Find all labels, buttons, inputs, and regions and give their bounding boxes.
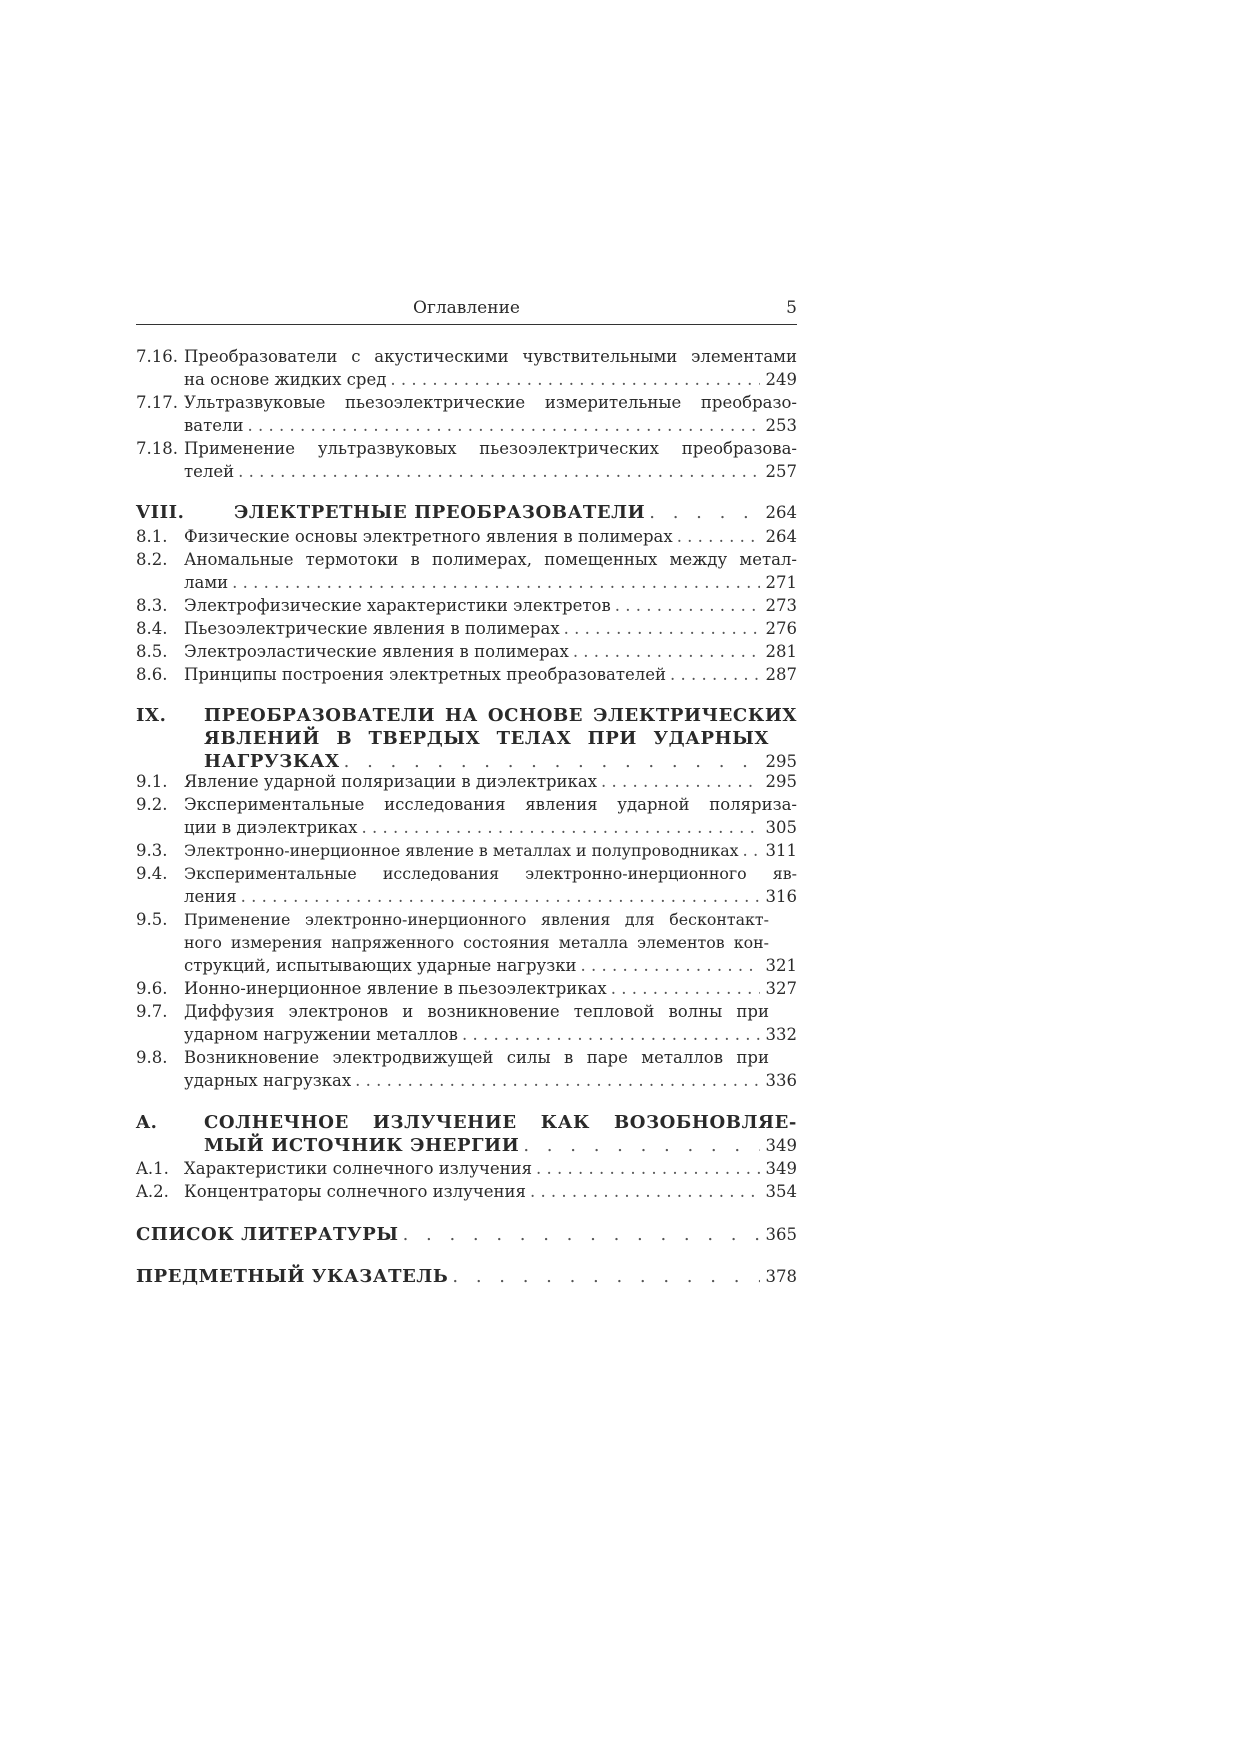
toc-entry-8-2-cont[interactable] — [136, 571, 797, 594]
toc-chapter-8[interactable] — [136, 501, 797, 524]
toc-entry-8-6[interactable] — [136, 663, 797, 686]
entry-title: Применение ультразвуковых пьезоэлектрических преобразова- — [184, 439, 797, 458]
entry-number: 7.17. — [136, 393, 178, 412]
dot-leader — [361, 816, 759, 839]
entry-title-cont: телей — [184, 462, 235, 481]
toc-entry-8-3[interactable] — [136, 594, 797, 617]
bibliography-title: СПИСОК ЛИТЕРАТУРЫ — [136, 1224, 399, 1245]
entry-title: Экспериментальные исследования явления ударной поляриза- — [184, 795, 797, 814]
running-header — [136, 298, 797, 325]
entry-number: 9.1. — [136, 772, 168, 791]
leader-line — [204, 1134, 797, 1157]
leader-line — [184, 839, 797, 862]
chapter-title-cont: ЯВЛЕНИЙ В ТВЕРДЫХ ТЕЛАХ ПРИ УДАРНЫХ — [204, 728, 769, 749]
toc-subject-index[interactable] — [136, 1265, 797, 1288]
entry-title: Ионно-инерционное явление в пьезоэлектриках — [184, 979, 607, 998]
toc-entry-9-5-cont[interactable] — [136, 931, 797, 954]
entry-title: Характеристики солнечного излучения — [184, 1159, 533, 1178]
entry-page: 332 — [765, 1025, 797, 1044]
leader-line — [184, 1157, 797, 1180]
entry-title-cont: ции в диэлектриках — [184, 818, 358, 837]
entry-page: 305 — [765, 818, 797, 837]
toc-entry-7-16[interactable] — [136, 345, 797, 368]
leader-line — [136, 1265, 797, 1288]
dot-leader — [530, 1180, 760, 1203]
entry-title: Диффузия электронов и возникновение тепловой волны при — [184, 1002, 769, 1021]
toc-entry-9-2[interactable] — [136, 793, 797, 816]
leader-line — [184, 414, 797, 437]
entry-page: 354 — [765, 1182, 797, 1201]
leader-line — [184, 1023, 797, 1046]
chapter-title: ПРЕОБРАЗОВАТЕЛИ НА ОСНОВЕ ЭЛЕКТРИЧЕСКИХ — [204, 705, 797, 726]
leader-line — [184, 954, 797, 977]
chapter-page: 295 — [765, 752, 797, 771]
dot-leader — [564, 617, 760, 640]
appendix-title: СОЛНЕЧНОЕ ИЗЛУЧЕНИЕ КАК ВОЗОБНОВЛЯЕ- — [204, 1112, 797, 1133]
leader-line — [234, 501, 797, 524]
toc-entry-8-5[interactable] — [136, 640, 797, 663]
dot-leader — [232, 571, 759, 594]
leader-line — [184, 770, 797, 793]
entry-title: Электроэластические явления в полимерах — [184, 642, 569, 661]
entry-number: 8.6. — [136, 665, 168, 684]
toc-entry-9-5[interactable] — [136, 908, 797, 931]
entry-number: 9.7. — [136, 1002, 168, 1021]
dot-leader — [581, 954, 760, 977]
toc-entry-9-5-cont2[interactable] — [136, 954, 797, 977]
dot-leader — [611, 977, 760, 1000]
toc-entry-7-18-cont[interactable] — [136, 460, 797, 483]
chapter-number: VIII. — [136, 502, 185, 523]
subject-index-title: ПРЕДМЕТНЫЙ УКАЗАТЕЛЬ — [136, 1266, 449, 1287]
leader-line — [184, 368, 797, 391]
entry-number: 9.6. — [136, 979, 168, 998]
leader-line — [184, 1069, 797, 1092]
leader-line — [184, 816, 797, 839]
entry-number: 8.2. — [136, 550, 168, 569]
leader-line — [184, 885, 797, 908]
entry-title-cont: ного измерения напряженного состояния металла элементов кон- — [184, 933, 769, 952]
entry-page: 249 — [765, 370, 797, 389]
dot-leader — [390, 368, 759, 391]
entry-title: Возникновение электродвижущей силы в паре металлов при — [184, 1048, 769, 1067]
chapter-title-cont: НАГРУЗКАХ — [204, 751, 340, 772]
dot-leader — [573, 640, 760, 663]
leader-line — [184, 977, 797, 1000]
appendix-title-cont: МЫЙ ИСТОЧНИК ЭНЕРГИИ — [204, 1135, 520, 1156]
entry-title-cont: лами — [184, 573, 229, 592]
leader-line — [184, 525, 797, 548]
appendix-page: 349 — [765, 1136, 797, 1155]
toc-entry-7-17-cont[interactable] — [136, 414, 797, 437]
leader-line — [184, 663, 797, 686]
toc-entry-9-8-cont[interactable] — [136, 1069, 797, 1092]
running-header-title: Оглавление — [413, 298, 520, 318]
entry-title: Применение электронно-инерционного явления для бесконтакт- — [184, 910, 769, 929]
entry-number: 9.5. — [136, 910, 168, 929]
dot-leader — [355, 1069, 759, 1092]
leader-line — [136, 1223, 797, 1246]
toc-entry-9-4[interactable] — [136, 862, 797, 885]
dot-leader — [241, 885, 760, 908]
toc-entry-9-4-cont[interactable] — [136, 885, 797, 908]
toc-chapter-9-cont[interactable] — [136, 727, 797, 750]
entry-title: Электронно-инерционное явление в металлах и полупроводниках — [184, 841, 739, 860]
bibliography-page: 365 — [765, 1225, 797, 1244]
leader-line — [184, 571, 797, 594]
dot-leader — [248, 414, 760, 437]
dot-leader — [649, 501, 759, 524]
toc-entry-9-7[interactable] — [136, 1000, 797, 1023]
entry-page: 253 — [765, 416, 797, 435]
chapter-title: ЭЛЕКТРЕТНЫЕ ПРЕОБРАЗОВАТЕЛИ — [234, 502, 646, 523]
toc-entry-7-17[interactable] — [136, 391, 797, 414]
entry-page: 349 — [765, 1159, 797, 1178]
entry-number: 9.2. — [136, 795, 168, 814]
toc-appendix-a[interactable] — [136, 1111, 797, 1134]
entry-page: 257 — [765, 462, 797, 481]
toc-entry-9-7-cont[interactable] — [136, 1023, 797, 1046]
entry-title: Преобразователи с акустическими чувствительными элементами — [184, 347, 797, 366]
leader-line — [184, 594, 797, 617]
dot-leader — [462, 1023, 760, 1046]
entry-page: 271 — [765, 573, 797, 592]
entry-number: A.1. — [136, 1159, 169, 1178]
entry-title-cont: на основе жидких сред — [184, 370, 387, 389]
entry-page: 336 — [765, 1071, 797, 1090]
entry-title: Электрофизические характеристики электретов — [184, 596, 611, 615]
toc-bibliography[interactable] — [136, 1223, 797, 1246]
dot-leader — [743, 839, 760, 862]
toc-entry-9-3[interactable] — [136, 839, 797, 862]
entry-page: 316 — [765, 887, 797, 906]
entry-page: 311 — [765, 841, 797, 860]
entry-title-cont: ударном нагружении металлов — [184, 1025, 458, 1044]
entry-title: Концентраторы солнечного излучения — [184, 1182, 526, 1201]
entry-title-cont: ударных нагрузках — [184, 1071, 352, 1090]
dot-leader — [403, 1223, 760, 1246]
entry-page: 281 — [765, 642, 797, 661]
entry-title-cont: ления — [184, 887, 237, 906]
entry-number: 7.18. — [136, 439, 178, 458]
entry-page: 273 — [765, 596, 797, 615]
dot-leader — [601, 770, 759, 793]
entry-number: 9.4. — [136, 864, 168, 883]
entry-number: 9.3. — [136, 841, 168, 860]
entry-title: Принципы построения электретных преобразователей — [184, 665, 666, 684]
entry-title-cont: струкций, испытывающих ударные нагрузки — [184, 956, 577, 975]
chapter-page: 264 — [765, 503, 797, 522]
dot-leader — [238, 460, 759, 483]
entry-page: 327 — [765, 979, 797, 998]
entry-number: 8.4. — [136, 619, 168, 638]
page-number: 5 — [786, 298, 797, 318]
toc-entry-9-8[interactable] — [136, 1046, 797, 1069]
chapter-number: IX. — [136, 705, 167, 726]
entry-title: Аномальные термотоки в полимерах, помещенных между метал- — [184, 550, 797, 569]
toc-entry-a-2[interactable] — [136, 1180, 797, 1203]
dot-leader — [452, 1265, 759, 1288]
dot-leader — [670, 663, 760, 686]
entry-page: 287 — [765, 665, 797, 684]
entry-number: 7.16. — [136, 347, 178, 366]
toc-entry-8-1[interactable] — [136, 525, 797, 548]
toc-appendix-a-cont[interactable] — [136, 1134, 797, 1157]
dot-leader — [536, 1157, 759, 1180]
dot-leader — [615, 594, 760, 617]
entry-number: 8.1. — [136, 527, 168, 546]
toc-entry-9-2-cont[interactable] — [136, 816, 797, 839]
leader-line — [184, 640, 797, 663]
entry-title: Явление ударной поляризации в диэлектриках — [184, 772, 598, 791]
leader-line — [184, 460, 797, 483]
entry-number: 8.5. — [136, 642, 168, 661]
entry-title: Пьезоэлектрические явления в полимерах — [184, 619, 560, 638]
entry-number: 8.3. — [136, 596, 168, 615]
toc-entry-a-1[interactable] — [136, 1157, 797, 1180]
entry-page: 295 — [765, 772, 797, 791]
toc-entry-8-2[interactable] — [136, 548, 797, 571]
entry-page: 264 — [765, 527, 797, 546]
dot-leader — [677, 525, 760, 548]
toc-entry-9-6[interactable] — [136, 977, 797, 1000]
toc-entry-9-1[interactable] — [136, 770, 797, 793]
toc-entry-7-16-cont[interactable] — [136, 368, 797, 391]
dot-leader — [523, 1134, 759, 1157]
entry-page: 321 — [765, 956, 797, 975]
leader-line — [184, 1180, 797, 1203]
entry-page: 276 — [765, 619, 797, 638]
toc-entry-8-4[interactable] — [136, 617, 797, 640]
toc-chapter-9[interactable] — [136, 704, 797, 727]
entry-title: Физические основы электретного явления в полимерах — [184, 527, 673, 546]
entry-title-cont: ватели — [184, 416, 244, 435]
leader-line — [184, 617, 797, 640]
entry-title: Ультразвуковые пьезоэлектрические измерительные преобразо- — [184, 393, 797, 412]
entry-number: A.2. — [136, 1182, 169, 1201]
appendix-number: A. — [136, 1112, 158, 1133]
subject-index-page: 378 — [765, 1267, 797, 1286]
toc-entry-7-18[interactable] — [136, 437, 797, 460]
entry-number: 9.8. — [136, 1048, 168, 1067]
entry-title: Экспериментальные исследования электронно-инерционного яв- — [184, 864, 797, 883]
